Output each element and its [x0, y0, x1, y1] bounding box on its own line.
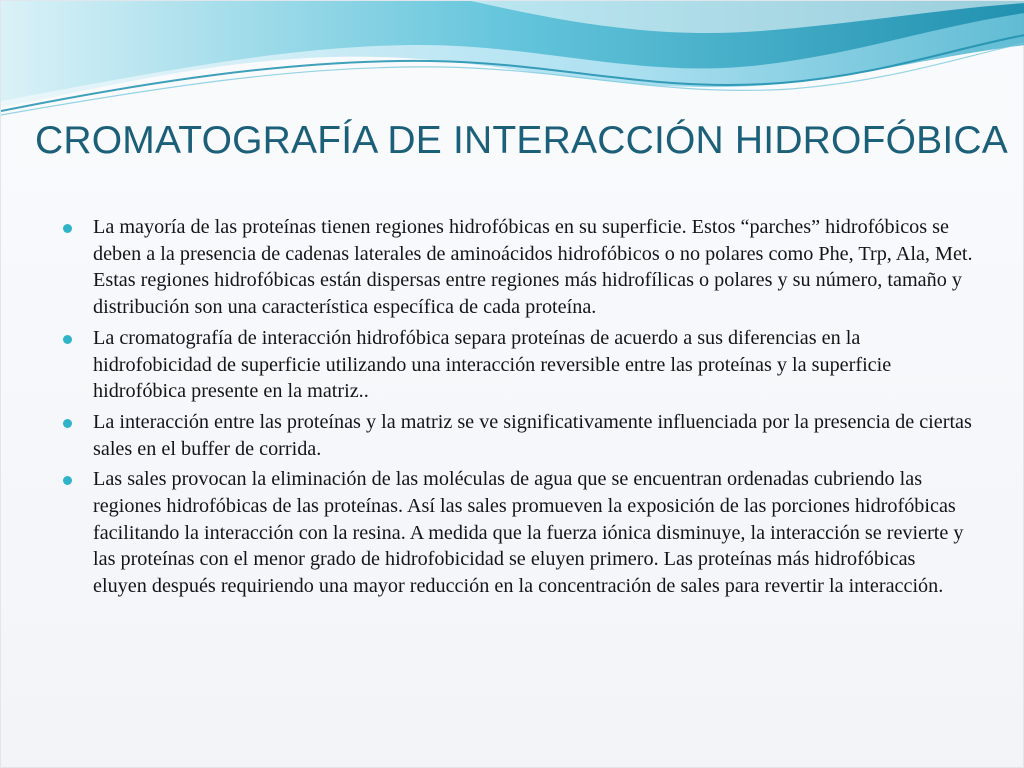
bullet-list — [63, 214, 973, 600]
bullet-dot-icon — [63, 335, 72, 344]
bullet-text: La mayoría de las proteínas tienen regiones hidrofóbicas en su superficie. Estos “parches” hidrofóbicos se deben a la presencia de cadenas laterales de aminoácidos hidrofóbicos o no polares como Phe, Trp, Ala, Met. Estas regiones hidrofóbicas están dispersas entre regiones más hidrofílicas o polares y su número, tamaño y distribución son una característica específica de cada proteína. — [93, 216, 973, 319]
wave-decoration — [1, 1, 1024, 121]
bullet-dot-icon — [63, 224, 72, 233]
bullet-dot-icon — [63, 419, 72, 428]
bullet-text: Las sales provocan la eliminación de las moléculas de agua que se encuentran ordenadas cubriendo las regiones hidrofóbicas de las proteínas. Así las sales promueven la exposición de las porciones hidrofóbicas facilitando la interacción con la resina. A medida que la fuerza iónica disminuye, la interacción se revierte y las proteínas con el menor grado de hidrofobicidad se eluyen primero. Las proteínas más hidrofóbicas eluyen después requiriendo una mayor reducción en la concentración de sales para revertir la interacción. — [93, 468, 964, 598]
bullet-item — [63, 409, 973, 462]
bullet-item — [63, 214, 973, 321]
content-area — [63, 214, 973, 604]
bullet-item — [63, 466, 973, 600]
bullet-dot-icon — [63, 476, 72, 485]
bullet-item — [63, 325, 973, 405]
bullet-text: La cromatografía de interacción hidrofóbica separa proteínas de acuerdo a sus diferencias en la hidrofobicidad de superficie utilizando una interacción reversible entre las proteínas y la superficie hidrofóbica presente en la matriz.. — [93, 326, 892, 403]
bullet-text: La interacción entre las proteínas y la matriz se ve significativamente influenciada por la presencia de ciertas sales en el buffer de corrida. — [93, 410, 972, 460]
slide-title: CROMATOGRAFÍA DE INTERACCIÓN HIDROFÓBICA — [35, 119, 1008, 162]
